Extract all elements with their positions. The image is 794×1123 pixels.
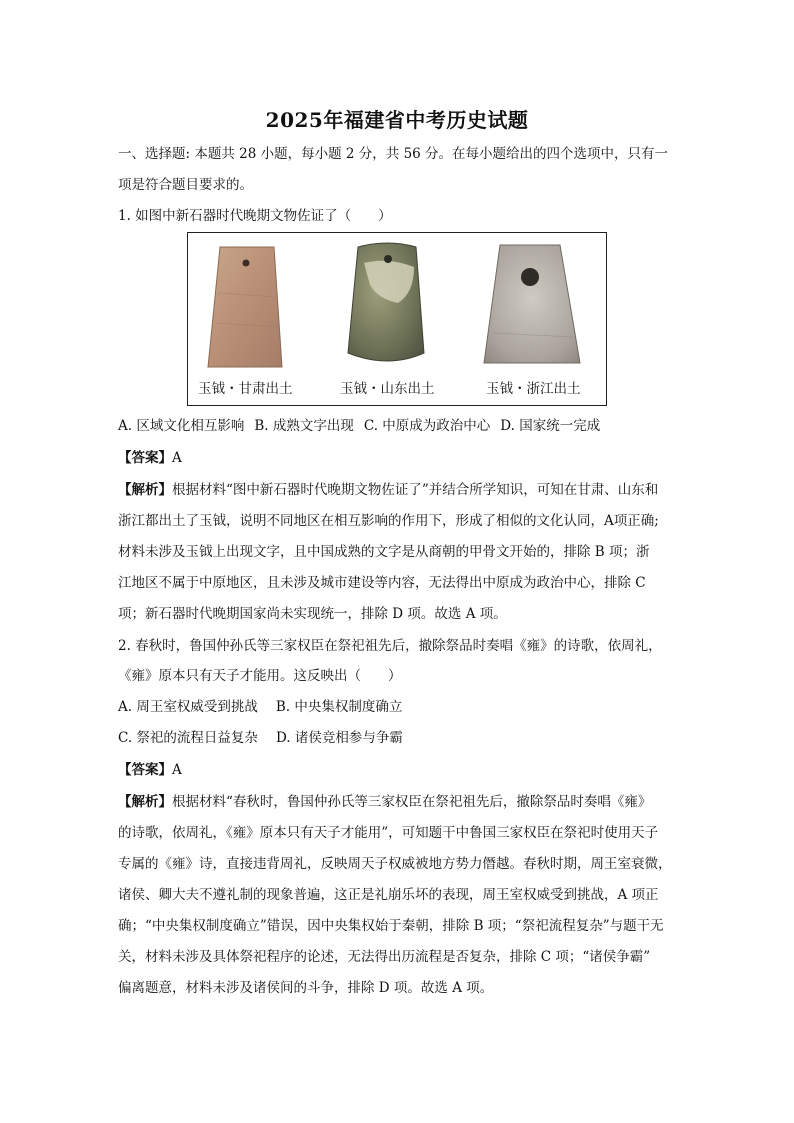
question-1-stem: 1. 如图中新石器时代晚期文物佐证了（ ）	[118, 208, 392, 224]
option-a: A. 周王室权威受到挑战	[118, 699, 258, 715]
option-d: D. 国家统一完成	[500, 418, 601, 434]
instructions-line-1: 一、选择题: 本题共 28 小题，每小题 2 分，共 56 分。在每小题给出的四个选项中，只有一	[118, 146, 669, 162]
analysis-label: 【解析】	[118, 482, 172, 498]
question-2-analysis-line-2: 的诗歌，依周礼，《雍》原本只有天子才能用”，可知题干中鲁国三家权臣在祭祀时使用天子	[118, 825, 659, 841]
answer-value: A	[172, 450, 182, 466]
answer-value: A	[172, 762, 182, 778]
jade-axe-figure	[187, 232, 607, 406]
question-2-analysis-line-3: 专属的《雍》诗，直接违背周礼，反映周天子权威被地方势力僭越。春秋时期，周王室衰微，	[118, 856, 672, 872]
question-1-analysis-line-4: 江地区不属于中原地区，且未涉及城市建设等内容，无法得出中原成为政治中心，排除 C	[118, 575, 646, 591]
question-1-answer	[118, 448, 688, 468]
question-2-answer	[118, 760, 688, 780]
analysis-label: 【解析】	[118, 794, 172, 810]
option-c: C. 中原成为政治中心	[363, 418, 491, 434]
question-1-analysis-line-3: 材料未涉及玉钺上出现文字，且中国成熟的文字是从商朝的甲骨文开始的，排除 B 项；浙	[118, 544, 650, 560]
question-1-options	[118, 416, 618, 436]
answer-label: 【答案】	[118, 762, 172, 778]
option-a: A. 区域文化相互影响	[118, 418, 245, 434]
question-2-analysis-line-4: 诸侯、卿大夫不遵礼制的现象普遍，这正是礼崩乐坏的表现，周王室权威受到挑战，A 项正	[118, 887, 659, 903]
option-c: C. 祭祀的流程日益复杂	[118, 730, 258, 746]
question-2-analysis-line-7: 偏离题意，材料未涉及诸侯间的斗争，排除 D 项。故选 A 项。	[118, 980, 494, 996]
question-2-analysis-line-5: 确；“中央集权制度确立”错误，因中央集权始于秦朝，排除 B 项；“祭祀流程复杂”与题干无	[118, 918, 664, 934]
option-d: D. 诸侯竞相参与争霸	[275, 730, 403, 746]
question-2-options-row-2	[118, 728, 421, 748]
question-1-analysis-line-1: 【解析】根据材料“图中新石器时代晚期文物佐证了”并结合所学知识，可知在甘肃、山东和	[118, 482, 659, 498]
jade-axe-gansu-image	[208, 247, 282, 367]
option-b: B. 中央集权制度确立	[275, 699, 403, 715]
caption-shandong: 玉钺・山东出土	[340, 381, 435, 397]
caption-zhejiang: 玉钺・浙江出土	[486, 381, 581, 397]
instructions-line-2: 项是符合题目要求的。	[118, 177, 253, 193]
answer-label: 【答案】	[118, 450, 172, 466]
page-title: 2025年福建省中考历史试题	[265, 108, 529, 132]
question-2-options-row-1	[118, 697, 420, 717]
question-2-stem-line-1: 2. 春秋时，鲁国仲孙氏等三家权臣在祭祀祖先后，撤除祭品时奏唱《雍》的诗歌，依周礼，	[118, 638, 662, 654]
question-1-analysis-line-5: 项；新石器时代晚期国家尚未实现统一，排除 D 项。故选 A 项。	[118, 606, 507, 622]
question-2-analysis-line-1: 【解析】根据材料“春秋时，鲁国仲孙氏等三家权臣在祭祀祖先后，撤除祭品时奏唱《雍》	[118, 794, 652, 810]
question-2-analysis-line-6: 关，材料未涉及具体祭祀程序的论述，无法得出历流程是否复杂，排除 C 项；“诸侯争霸”	[118, 949, 651, 965]
question-2-stem-line-2: 《雍》原本只有天子才能用。这反映出（ ）	[118, 668, 402, 684]
question-1-analysis-line-2: 浙江都出土了玉钺，说明不同地区在相互影响的作用下，形成了相似的文化认同，A项正确;	[118, 513, 659, 529]
option-b: B. 成熟文字出现	[254, 418, 354, 434]
jade-axe-shandong-image	[348, 243, 424, 361]
caption-gansu: 玉钺・甘肃出土	[198, 381, 293, 397]
jade-axe-zhejiang-image	[484, 245, 580, 363]
